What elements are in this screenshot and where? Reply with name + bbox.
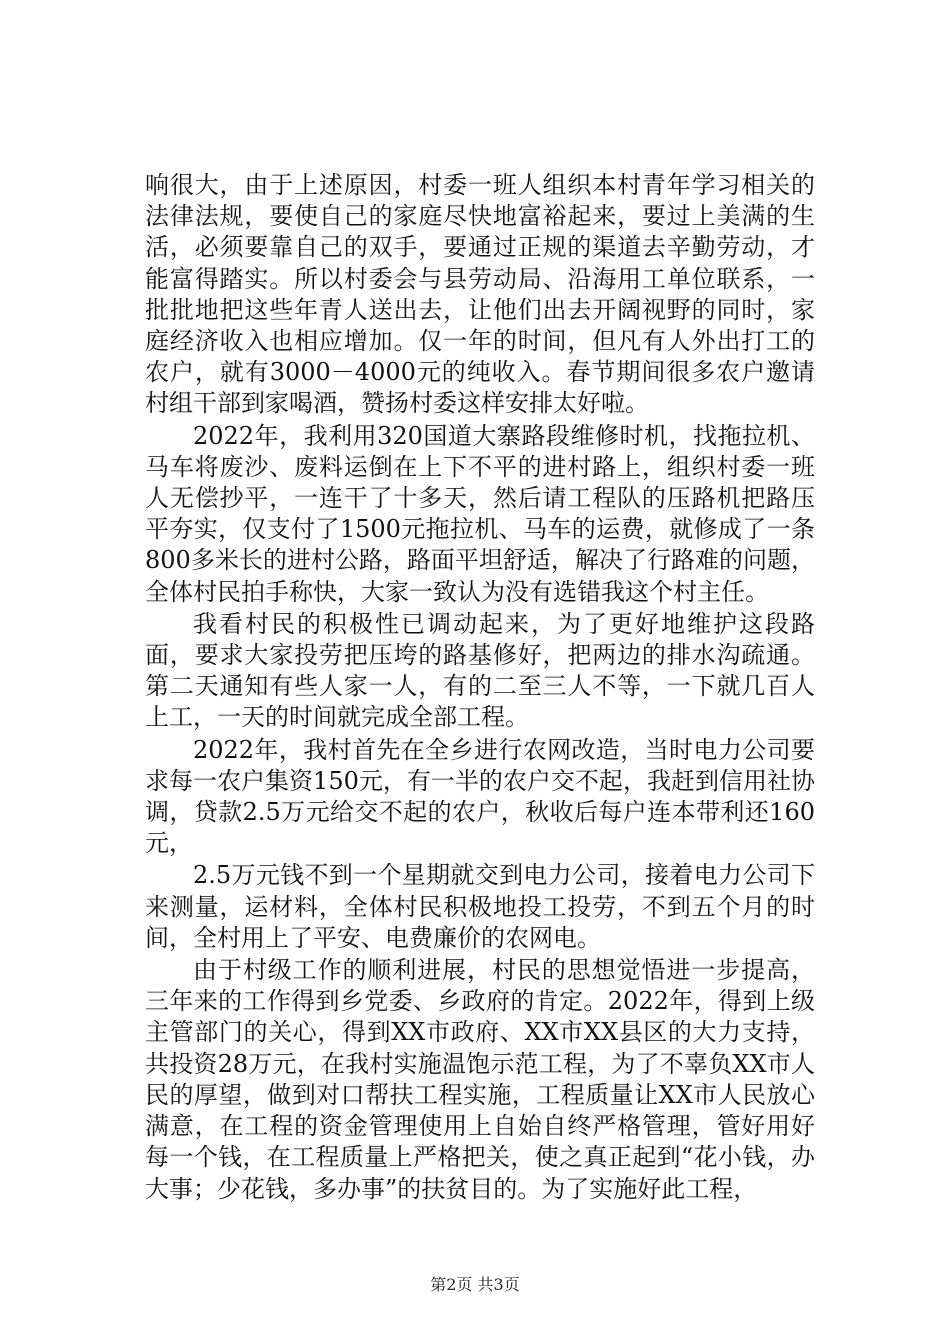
page-footer: 第2页 共3页 [430,1275,520,1294]
paragraph-6: 由于村级工作的顺利进展，村民的思想觉悟进一步提高，三年来的工作得到乡党委、乡政府的肯定。2022年，得到上级主管部门的关心，得到XX市政府、XX市XX县区的大力支持，共投资28万元，在我村实施温饱示范工程，为了不辜负XX市人民的厚望，做到对口帮扶工程实施，工程质量让XX市人民放心满意，在工程的资金管理使用上自始自终严格管理，管好用好每一个钱，在工程质量上严格把关，使之真正起到“花小钱，办大事；少花钱，多办事”的扶贫目的。为了实施好此工程， [145,956,815,1203]
paragraph-1: 响很大，由于上述原因，村委一班人组织本村青年学习相关的法律法规，要使自己的家庭尽快地富裕起来，要过上美满的生活，必须要靠自己的双手，要通过正规的渠道去辛勤劳动，才能富得踏实。所以村委会与县劳动局、沿海用工单位联系，一批批地把这些年青人送出去，让他们出去开阔视野的同时，家庭经济收入也相应增加。仅一年的时间，但凡有人外出打工的农户，就有3000－4000元的纯收入。春节期间很多农户邀请村组干部到家喝酒，赞扬村委这样安排太好啦。 [145,171,815,418]
document-body [145,170,815,1206]
paragraph-3: 我看村民的积极性已调动起来，为了更好地维护这段路面，要求大家投劳把压垮的路基修好，把两边的排水沟疏通。第二天通知有些人家一人，有的二至三人不等，一下就几百人上工，一天的时间就完成全部工程。 [145,609,815,732]
paragraph-4: 2022年，我村首先在全乡进行农网改造，当时电力公司要求每一农户集资150元，有一半的农户交不起，我赶到信用社协调，贷款2.5万元给交不起的农户，秋收后每户连本带利还160元， [145,735,815,858]
paragraph-5: 2.5万元钱不到一个星期就交到电力公司，接着电力公司下来测量，运材料，全体村民积极地投工投劳，不到五个月的时间，全村用上了平安、电费廉价的农网电。 [145,861,815,952]
paragraph-2: 2022年，我利用320国道大寨路段维修时机，找拖拉机、马车将废沙、废料运倒在上下不平的进村路上，组织村委一班人无偿抄平，一连干了十多天，然后请工程队的压路机把路压平夯实，仅支付了1500元拖拉机、马车的运费，就修成了一条800多米长的进村公路，路面平坦舒适，解决了行路难的问题，全体村民拍手称快，大家一致认为没有选错我这个村主任。 [145,421,815,606]
